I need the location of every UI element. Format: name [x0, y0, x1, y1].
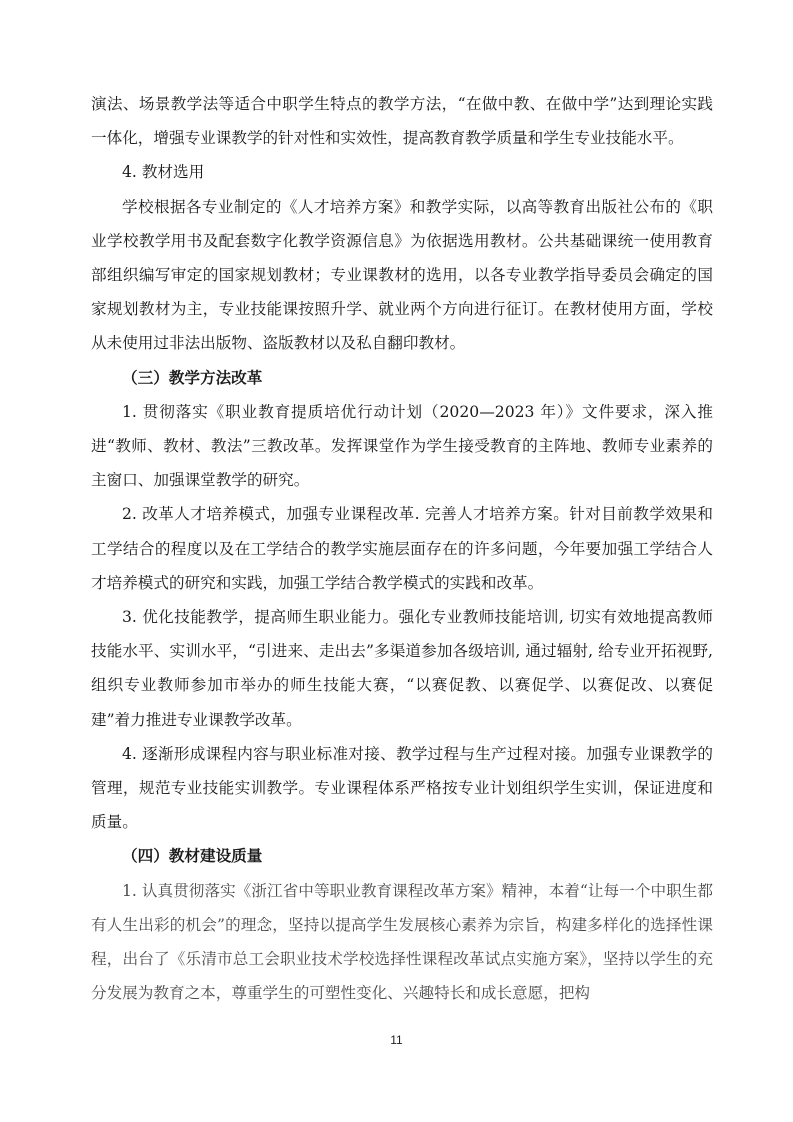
page-number: 11: [390, 1033, 403, 1047]
body-text: [91, 87, 713, 1010]
paragraph-textbook-selection: 学校根据各专业制定的《人才培养方案》和教学实际，以高等教育出版社公布的《职业学校教学用书及配套数字化教学资源信息》为依据选用教材。公共基础课统一使用教育部组织编写审定的国家规划教材；专业课教材的选用，以各专业教学指导委员会确定的国家规划教材为主，专业技能课按照升学、就业两个方向进行征订。在教材使用方面，学校从未使用过非法出版物、盗版教材以及私自翻印教材。: [91, 197, 713, 353]
section-heading-teaching-method-reform: （三）教学方法改革: [122, 368, 263, 387]
paragraph-quality-item-1: 1. 认真贯彻落实《浙江省中等职业教育课程改革方案》精神，本着“让每一个中职生都有人生出彩的机会”的理念，坚持以提高学生发展核心素养为宗旨，构建多样化的选择性课程，出台了《乐清市总工会职业技术学校选择性课程改革试点实施方案》，坚持以学生的充分发展为教育之本，尊重学生的可塑性变化、兴趣特长和成长意愿，把构: [91, 881, 713, 1003]
paragraph-reform-item-3: 3. 优化技能教学，提高师生职业能力。强化专业教师技能培训, 切实有效地提高教师技能水平、实训水平，“引进来、走出去”多渠道参加各级培训, 通过辐射, 给专业开拓视野, 组织专业教师参加市举办的师生技能大赛，“以赛促教、以赛促学、以赛促改、以赛促建”着力推进专业课教学改革。: [91, 608, 713, 729]
section-heading-textbook-quality: （四）教材建设质量: [122, 847, 263, 866]
paragraph-continuation: 演法、场景教学法等适合中职学生特点的教学方法，“在做中教、在做中学”达到理论实践一体化，增强专业课教学的针对性和实效性，提高教育教学质量和学生专业技能水平。: [91, 95, 713, 148]
paragraph-reform-item-4: 4. 逐渐形成课程内容与职业标准对接、教学过程与生产过程对接。加强专业课教学的管理，规范专业技能实训教学。专业课程体系严格按专业计划组织学生实训，保证进度和质量。: [91, 744, 713, 832]
paragraph-reform-item-1: 1. 贯彻落实《职业教育提质培优行动计划（2020—2023 年）》文件要求，深入推进“教师、教材、教法”三教改革。发挥课堂作为学生接受教育的主阵地、教师专业素养的主窗口、加强课堂教学的研究。: [91, 402, 713, 490]
paragraph-reform-item-2: 2. 改革人才培养模式，加强专业课程改革. 完善人才培养方案。针对目前教学效果和工学结合的程度以及在工学结合的教学实施层面存在的许多问题，今年要加强工学结合人才培养模式的研究和实践，加强工学结合教学模式的实践和改革。: [91, 505, 713, 592]
item-heading-textbook-selection: 4. 教材选用: [122, 163, 205, 182]
